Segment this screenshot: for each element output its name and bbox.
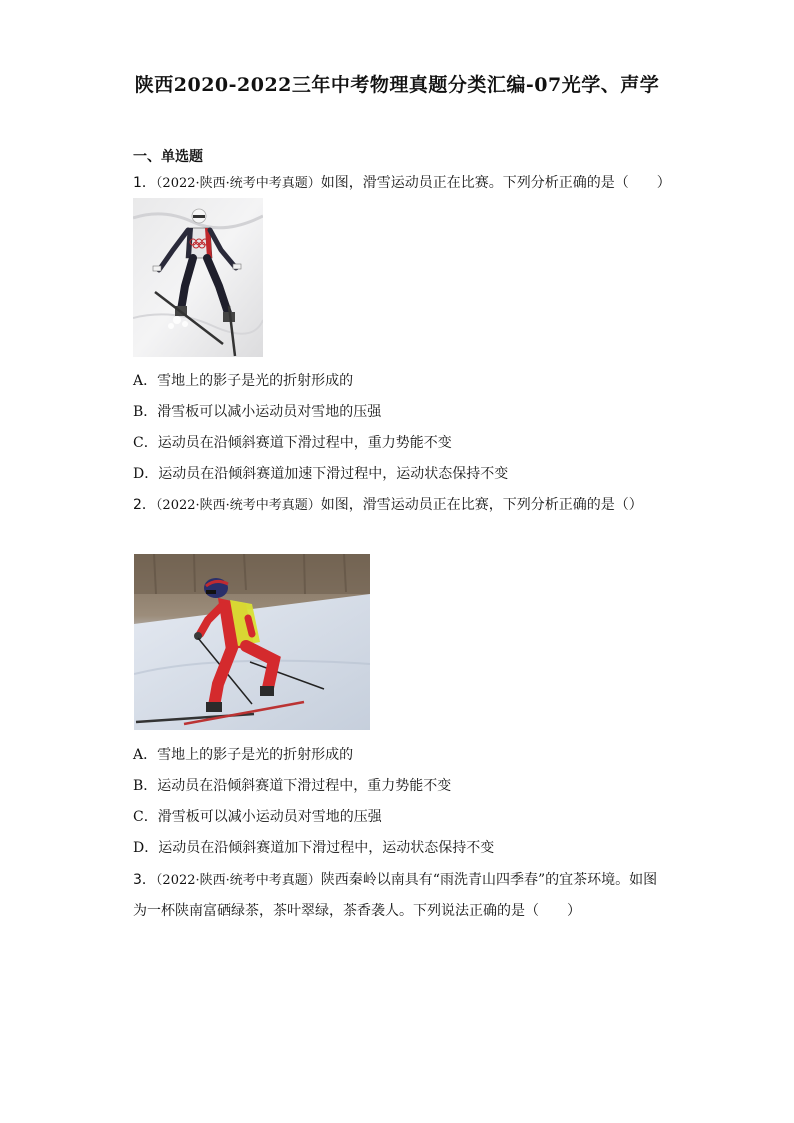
question-3-number: 3．: [133, 872, 156, 888]
question-3-stem-line-1: [133, 869, 657, 889]
question-2-number: 2．: [133, 497, 156, 513]
question-1-stem: 如图，滑雪运动员正在比赛。下列分析正确的是（ ）: [320, 175, 671, 191]
question-3-stem-line-2: 为一杯陕南富硒绿茶，茶叶翠绿，茶香袭人。下列说法正确的是（ ）: [133, 903, 581, 919]
question-2-option-d: D．运动员在沿倾斜赛道加下滑过程中，运动状态保持不变: [133, 840, 495, 856]
question-1-option-b: B．滑雪板可以减小运动员对雪地的压强: [133, 404, 382, 420]
question-2-figure: [134, 554, 370, 730]
question-2-option-b: B．运动员在沿倾斜赛道下滑过程中，重力势能不变: [133, 778, 452, 794]
question-1-option-c: C．运动员在沿倾斜赛道下滑过程中，重力势能不变: [133, 435, 452, 451]
question-2-option-a: A．雪地上的影子是光的折射形成的: [133, 747, 354, 763]
question-2-stem-line: [133, 494, 643, 514]
question-2-option-c: C．滑雪板可以减小运动员对雪地的压强: [133, 809, 382, 825]
question-3-stem-1: 陕西秦岭以南具有“雨洗青山四季春”的宜茶环境。如图: [320, 872, 658, 888]
question-1-option-d: D．运动员在沿倾斜赛道加速下滑过程中，运动状态保持不变: [133, 466, 509, 482]
question-1-source: （2022·陕西·统考中考真题）: [155, 176, 321, 191]
question-1-figure: [133, 198, 263, 357]
section-heading: 一、单选题: [133, 149, 203, 165]
page-title: 陕西2020-2022三年中考物理真题分类汇编-07光学、声学: [134, 74, 660, 96]
question-2-stem: 如图，滑雪运动员正在比赛，下列分析正确的是（）: [320, 497, 643, 513]
question-1-number: 1．: [133, 175, 156, 191]
question-2-source: （2022·陕西·统考中考真题）: [155, 498, 321, 513]
alpine-skier-photo: [134, 554, 370, 730]
question-3-source: （2022·陕西·统考中考真题）: [155, 873, 321, 888]
freestyle-skier-photo: [133, 198, 263, 357]
question-1-option-a: A．雪地上的影子是光的折射形成的: [133, 373, 354, 389]
question-1-stem-line: [133, 172, 671, 192]
